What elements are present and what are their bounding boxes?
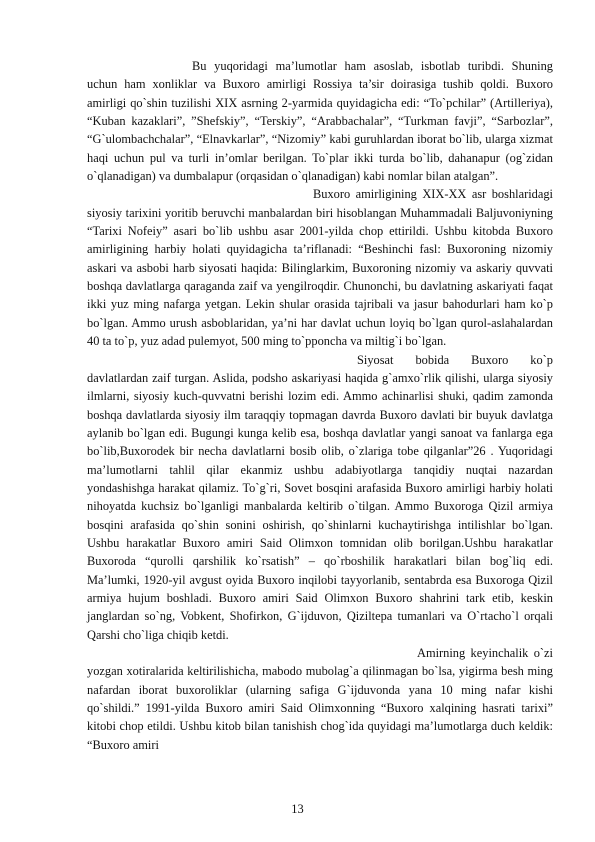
document-body (87, 57, 553, 754)
paragraph-1: Bu yuqoridagi ma’lumotlar ham asoslab, isbotlab turibdi. Shuning uchun ham xonliklar va Buxoro amirligi Rossiya ta’sir doirasiga tushib qoldi. Buxoro amirligi qo`shin tuzilishi XIX asrning 2-yarmida quyidagicha edi: “To`pchilar” (Artilleriya), “Kuban kazaklari”, ”Shefskiy”, “Terskiy”, “Arabbachalar”, “Turkman favji”, “Sarbozlar”, “G`ulombachchalar”, “Elnavkarlar”, “Nizomiy” kabi guruhlardan iborat bo`lib, ularga xizmat haqi uchun pul va turli in’omlar berilgan. To`plar ikki turda bo`lib, dahanapur (og`zidan o`qlanadigan) va dumbalapur (orqasidan o`qlanadigan) kabi nomlar bilan atalgan”. (87, 59, 553, 184)
paragraph-3: Siyosat bobida Buxoro ko`p davlatlardan zaif turgan. Aslida, podsho askariyasi haqida g`amxo`rlik qilishi, ularga siyosiy ilmlarni, siyosiy kuch-quvvatni berishi lozim edi. Ammo achinarlisi shuki, qadim zamonda boshqa davlatlarda siyosiy ilm taraqqiy topmagan davrda Buxoro davlati bir buyuk davlatga aylanib bo`lgan edi. Bugungi kunga kelib esa, boshqa davlatlar yangi sanoat va fanlarga ega bo`lib,Buxorodek bir necha davlatlarni bosib olib, o`zlariga tobe qilganlar”26 . Yuqoridagi ma’lumotlarni tahlil qilar ekanmiz ushbu adabiyotlarga tanqidiy nuqtai nazardan yondashishga harakat qilamiz. To`g`ri, Sovet bosqini arafasida Buxoro amirligi harbiy holati nihoyatda kuchsiz bo`lganligi manbalarda keltirib o`tilgan. Ammo Buxoroga Qizil armiya bosqini arafasida qo`shin sonini oshirish, qo`shinlarni kuchaytirishga intilishlar bo`lgan. Ushbu harakatlar Buxoro amiri Said Olimxon tomnidan olib borilgan.Ushbu harakatlar Buxoroda “qurolli qarshilik ko`rsatish” – qo`rboshilik harakatlari bilan bog`liq edi. Ma’lumki, 1920-yil avgust oyida Buxoro inqilobi tayyorlanib, sentabrda esa Buxoroga Qizil armiya hujum boshladi. Buxoro amiri Said Olimxon Buxoro shahrini tark etib, keskin janglardan so`ng, Vobkent, Shofirkon, G`ijduvon, Qiziltepa tumanlari va O`rtacho`l orqali Qarshi cho`liga chiqib ketdi. (87, 352, 553, 642)
paragraph-2: Buxoro amirligining XIX-XX asr boshlaridagi siyosiy tarixini yoritib beruvchi manbalardan biri hisoblangan Muhammadali Baljuvoniyning “Tarixi Nofeiy” asari bo`lib ushbu asar 2001-yilda chop ettirildi. Ushbu kitobda Buxoro amirligining harbiy holati quyidagicha ta’riflanadi: “Beshinchi fasl: Buxoroning nizomiy askari va asbobi harb siyosati haqida: Bilinglarkim, Buxoroning nizomiy va askariy quvvati boshqa davlatlarga qaraganda zaif va yengilroqdir. Chunonchi, bu davlatning askariyati faqat ikki yuz ming nafarga yetgan. Lekin shular orasida tajribali va jasur bahodurlari ham ko`p bo`lgan. Ammo urush asboblaridan, ya’ni har davlat uchun loyiq bo`lgan qurol-aslahalardan 40 ta to`p, yuz adad pulemyot, 500 ming to`pponcha va miltig`i bo`lgan. (87, 187, 553, 349)
page-number: 13 (291, 802, 304, 816)
paragraph-4: Amirning keyinchalik o`zi yozgan xotiralarida keltirilishicha, mabodo mubolag`a qilinmagan bo`lsa, yigirma besh ming nafardan iborat buxoroliklar (ularning safiga G`ijduvonda yana 10 ming nafar kishi qo`shildi.” 1991-yilda Buxoro amiri Said Olimxonning “Buxoro xalqining hasrati tarixi” kitobi chop etildi. Ushbu kitob bilan tanishish chog`ida quyidagi ma’lumotlarga duch keldik: “Buxoro amiri (87, 646, 553, 752)
